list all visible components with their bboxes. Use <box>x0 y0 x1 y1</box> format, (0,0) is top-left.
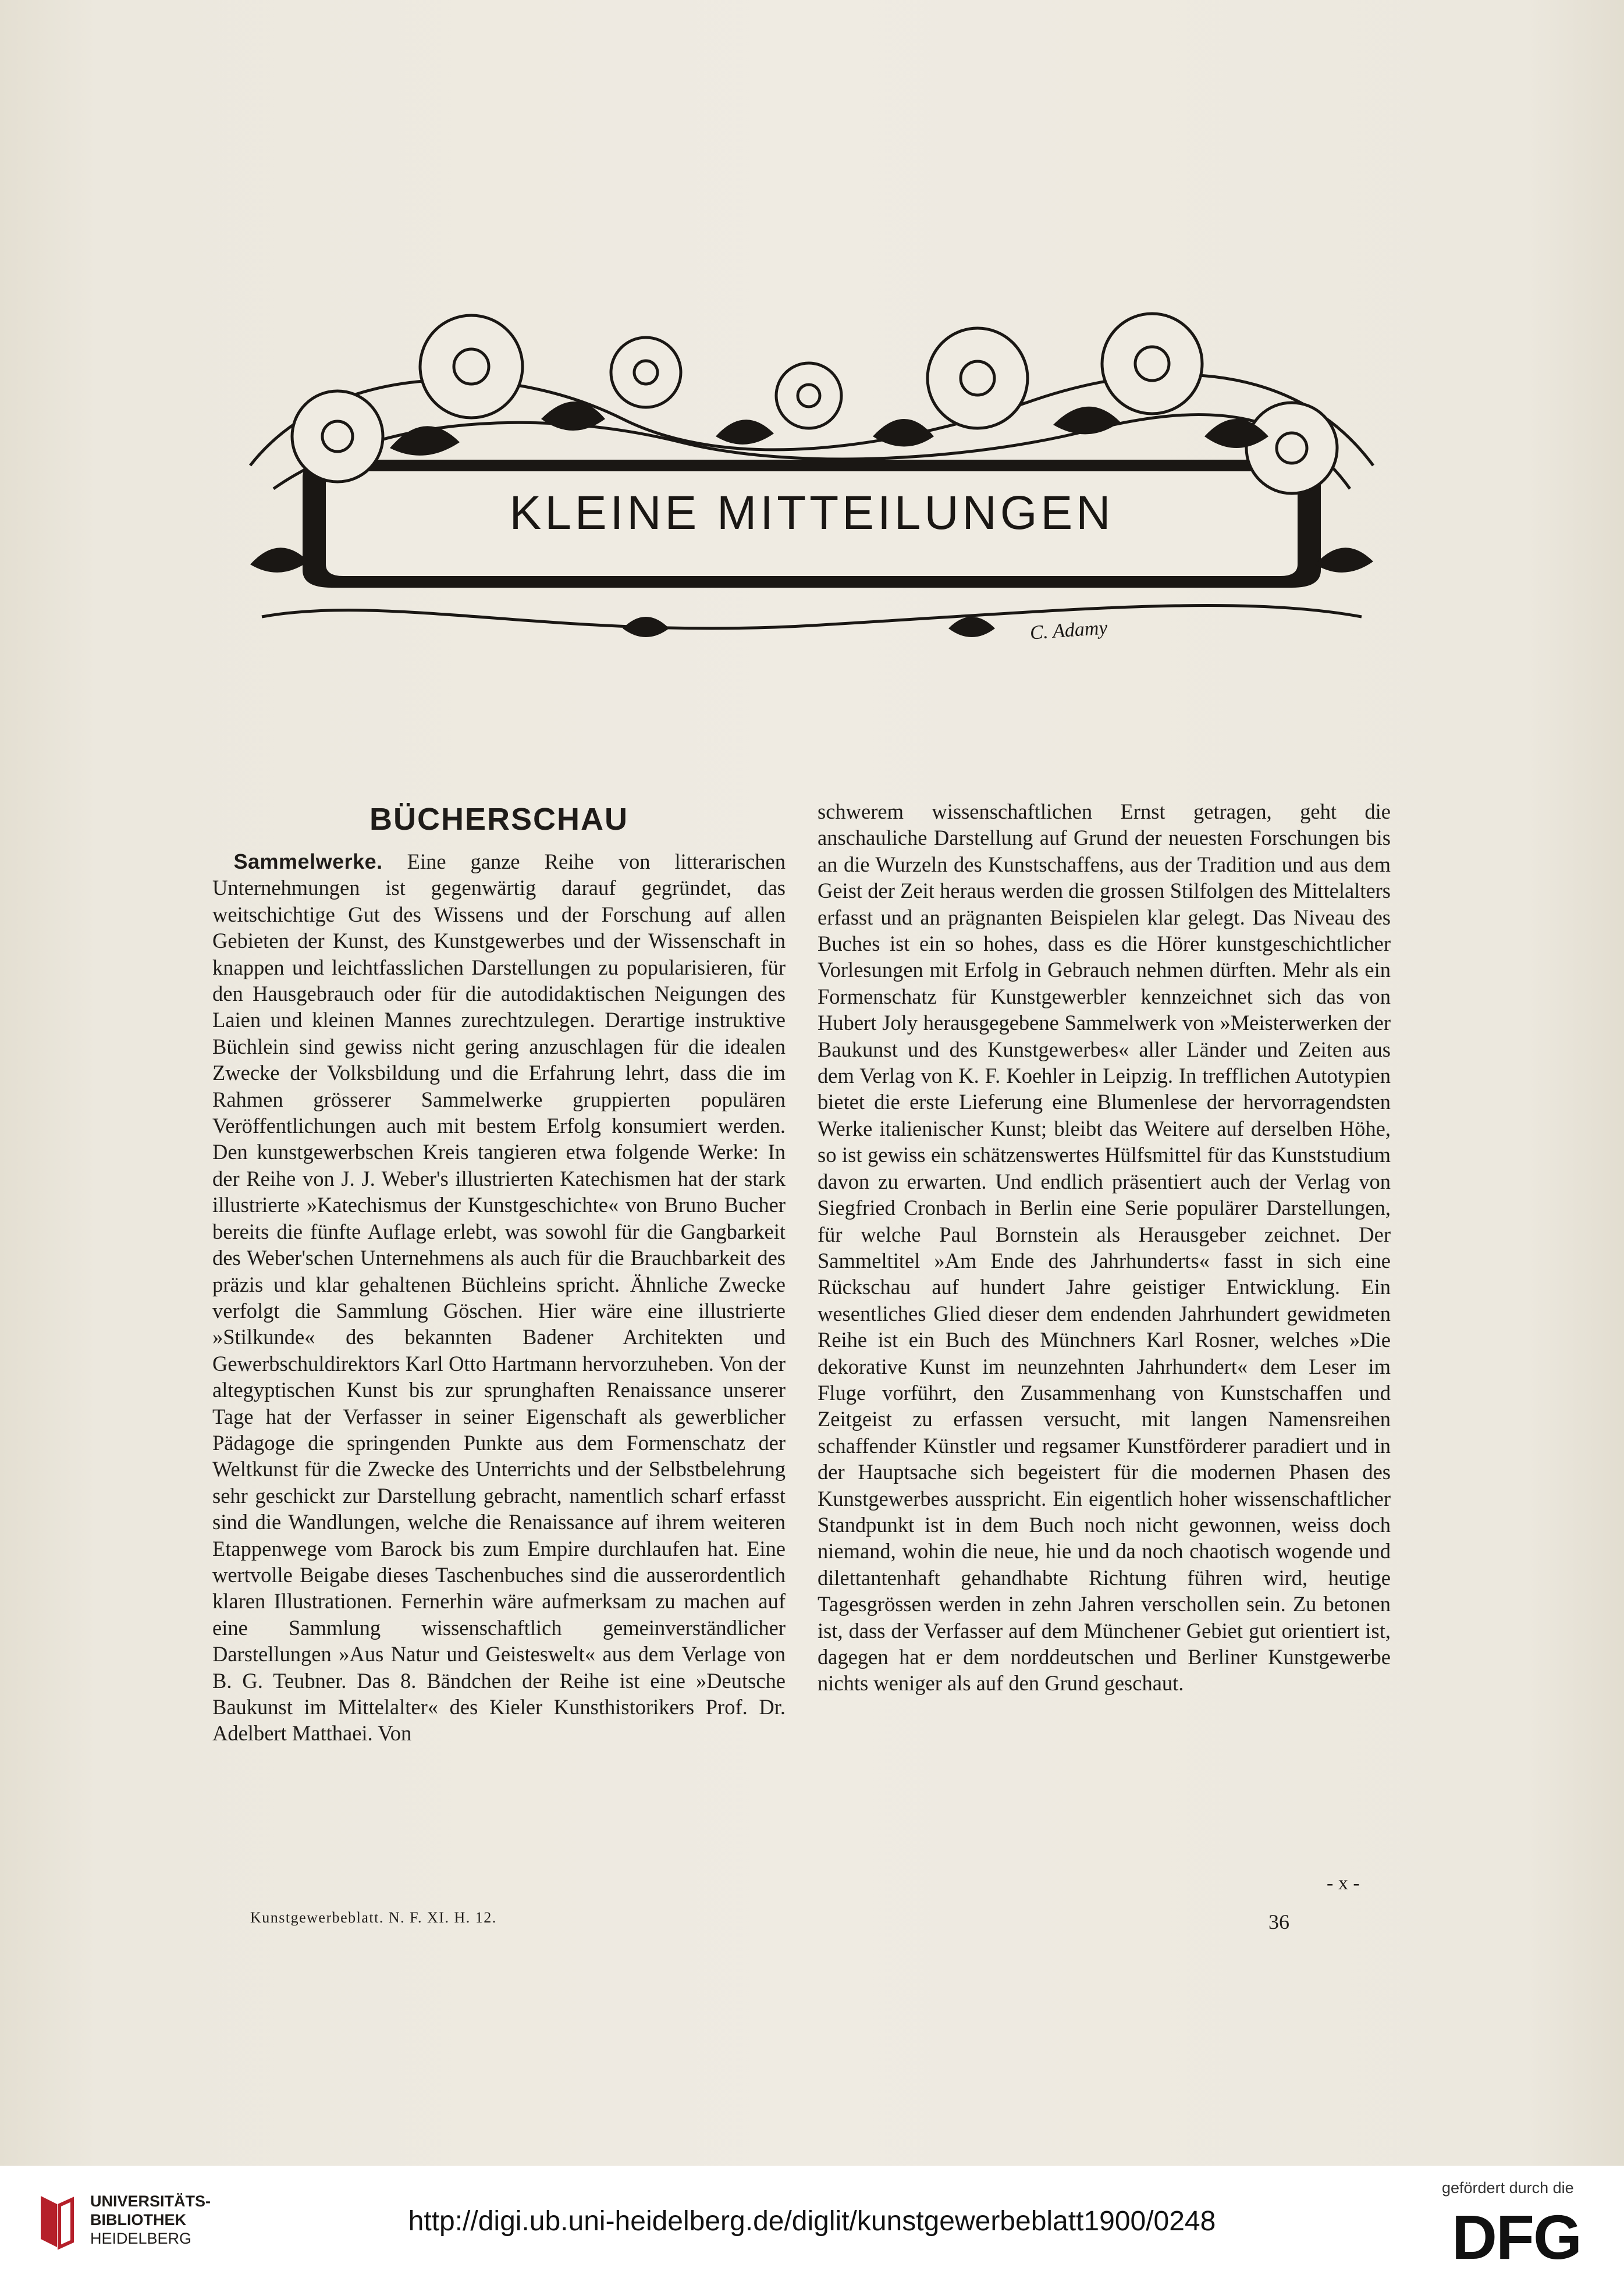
paragraph-lead: Sammelwerke. <box>233 850 383 873</box>
rose-garland-ornament <box>215 291 1408 663</box>
right-column <box>818 798 1391 1697</box>
artist-signature: C. Adamy <box>1029 617 1108 644</box>
source-url-link[interactable]: http://digi.ub.uni-heidelberg.de/diglit/kunstgewerbeblatt1900/0248 <box>408 2206 1216 2237</box>
library-name-line3: HEIDELBERG <box>90 2230 192 2247</box>
right-column-paragraph: schwerem wissenschaftlichen Ernst getragen, geht die anschauliche Darstellung auf Grund der neuesten Forschungen bis an die Wurzeln des Kunstschaffens, aus der Tradition und aus dem Geist der Zeit heraus werden die grossen Stilfolgen des Mittelalters erfasst und an prägnanten Beispielen klar gelegt. Das Niveau des Buches ist ein so hohes, dass es die Hörer kunstgeschichtlicher Vorlesungen mit Erfolg in Gebrauch nehmen dürften. Mehr als ein Formenschatz für Kunstgewerbler kennzeichnet sich das von Hubert Joly herausgegebene Sammelwerk von »Meisterwerken der Baukunst und des Kunstgewerbes« aller Länder und Zeiten aus dem Verlag von K. F. Koehler in Leipzig. In trefflichen Autotypien bietet die erste Lieferung eine Blumenlese der hervorragendsten Werke italienischer Kunst; bleibt das Weitere auf derselben Höhe, so ist gewiss ein schätzenswertes Hülfsmittel für das Kunststudium davon zu erwarten. Und endlich präsentiert auch der Verlag von Siegfried Cronbach in Berlin eine Serie populärer Darstellungen, für welche Paul Bornstein als Herausgeber zeichnet. Der Sammeltitel »Am Ende des Jahrhunderts« fasst in sich eine Rückschau auf hundert Jahre geistiger Entwicklung. Ein wesentliches Glied dieser dem endenden Jahrhundert gewidmeten Reihe ist ein Buch des Münchners Karl Rosner, welches »Die dekorative Kunst im neunzehnten Jahrhundert« dem Leser im Fluge vorführt, den Zusammenhang von Kunstschaffen und Zeitgeist zu erfassen versucht, mit langen Namensreihen schaffender Künstler und regsamer Kunstförderer paradiert und in der Hauptsache sich begeistert für die modernen Phasen des Kunstgewerbes ausspricht. Ein eigentlich hoher wissenschaftlicher Standpunkt ist in dem Buch noch nicht gewonnen, weiss doch niemand, wohin die neue, hie und da noch chaotisch wogende und dilettantenhaft gehandhabte Richtung führen wird, heutige Tagesgrössen werden in zehn Jahren verschollen sein. Zu betonen ist, dass der Verfasser auf dem Münchener Gebiet gut orientiert ist, dagegen hat er dem norddeutschen und Berliner Kunstgewerbe nichts weniger als auf den Grund geschaut. <box>818 799 1391 1696</box>
left-column <box>212 802 786 1747</box>
section-heading: BÜCHERSCHAU <box>369 802 628 837</box>
funder-caption: gefördert durch die <box>1442 2179 1574 2197</box>
kleine-mitteilungen-banner <box>215 291 1408 663</box>
library-name-line1: UNIVERSITÄTS- <box>90 2192 211 2210</box>
dfg-logo[interactable]: DFG <box>1452 2202 1581 2272</box>
section-mark: - x - <box>1327 1872 1360 1894</box>
banner-title: KLEINE MITTEILUNGEN <box>509 486 1114 539</box>
page-number: 36 <box>1268 1910 1289 1934</box>
journal-footer: Kunstgewerbeblatt. N. F. XI. H. 12. <box>250 1909 497 1926</box>
left-column-paragraph <box>212 848 786 1747</box>
left-column-text: Eine ganze Reihe von litterarischen Unternehmungen ist gegenwärtig darauf gegründet, das weitschichtige Gut des Wissens und der Forschung auf allen Gebieten der Kunst, des Kunstgewerbes und der Wissenschaft in knappen und leichtfasslichen Darstellungen zu popularisieren, für den Hausgebrauch oder für die autodidaktischen Neigungen des Laien und kleinen Mannes zurechtzulegen. Derartige instruktive Büchlein sind gewiss nicht gering anzuschlagen für die idealen Zwecke der Volksbildung und die Erfahrung lehrt, dass die im Rahmen grösserer Sammelwerke gruppierten populären Veröffentlichungen auch mit bestem Erfolg konsumiert werden. Den kunstgewerbschen Kreis tangieren etwa folgende Werke: In der Reihe von J. J. Weber's illustrierten Katechismen hat der stark illustrierte »Katechismus der Kunstgeschichte« von Bruno Bucher bereits die fünfte Auflage erlebt, was sowohl für die Gangbarkeit des Weber'schen Unternehmens als auch für die Brauchbarkeit des präzis und klar gehaltenen Büchleins spricht. Ähnliche Zwecke verfolgt die Sammlung Göschen. Hier wäre eine illustrierte »Stilkunde« des bekannten Badener Architekten und Gewerbschuldirektors Karl Otto Hartmann hervorzuheben. Von der altegyptischen Kunst bis zur sprunghaften Renaissance unserer Tage hat der Verfasser in seiner Eigenschaft als gewerblicher Pädagoge die springenden Punkte aus dem Formenschatz der Weltkunst für die Zwecke des Unterrichts und der Selbstbelehrung sehr geschickt zur Darstellung gebracht, namentlich scharf erfasst sind die Wandlungen, welche die Renaissance auf ihrem weiteren Etappenwege vom Barock bis zum Empire durchlaufen hat. Eine wertvolle Beigabe dieses Taschenbuches sind die ausserordentlich klaren Illustrationen. Fernerhin wäre aufmerksam zu machen auf eine Sammlung wissenschaftlich gemeinverständlicher Darstellungen »Aus Natur und Geisteswelt« aus dem Verlage von B. G. Teubner. Das 8. Bändchen der Reihe ist eine »Deutsche Baukunst im Mittelalter« des Kieler Kunsthistorikers Prof. Dr. Adelbert Matthaei. Von <box>212 850 786 1746</box>
library-name-line2: BIBLIOTHEK <box>90 2211 186 2229</box>
